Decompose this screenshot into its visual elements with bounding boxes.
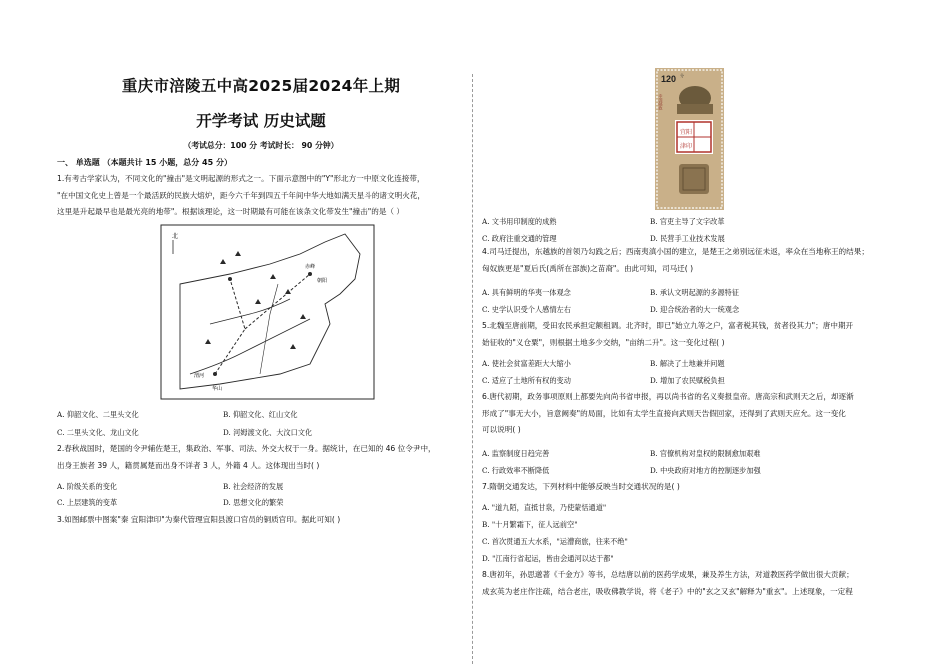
question-line: 5.北魏至唐前期，受田农民承担定额租调。北齐时，即已"始立九等之户，富者税其钱，贫者役其力"；唐中期开 [482,321,854,330]
q7-option-a[interactable]: A. "道九陌，直抵甘泉，乃使蒙恬通道" [482,503,607,512]
q3-option-c[interactable]: C. 政府注重交通的管理 [482,234,557,243]
exam-subtitle: 开学考试 历史试题 [196,112,326,130]
coastline [180,234,360,389]
q1-option-c[interactable]: C. 二里头文化、龙山文化 [57,428,139,437]
q4-option-d[interactable]: D. 迎合统治者的大一统观念 [650,305,740,314]
q5-option-d[interactable]: D. 增加了农民赋税负担 [650,376,725,385]
stamp-unit: 分 [680,73,684,78]
postage-stamp [655,68,724,210]
question-line: 可以说明( ) [482,425,521,434]
q7-option-b[interactable]: B. "十月繁霜下，征人远前空" [482,520,578,529]
map-label-top2: 朝阳 [317,278,328,284]
q6-option-d[interactable]: D. 中央政府对地方的控制逐步加强 [650,466,761,475]
q5-option-b[interactable]: B. 解决了土地兼并问题 [650,359,725,368]
question-line: 4.司马迁提出，东越族的首领乃勾践之后；西南夷滇小国的建立，是楚王之弟别远征未返，率众在当地称王的结果； [482,247,869,256]
stamp-value: 120 [661,74,677,84]
river-3 [260,284,278,374]
q2-option-b[interactable]: B. 社会经济的发展 [223,482,284,491]
river-2 [210,299,290,324]
seal-text-top: 宜阳 [680,129,693,136]
seal-text-bottom: 津印 [680,143,693,150]
q6-option-c[interactable]: C. 行政效率不断降低 [482,466,550,475]
q4-option-c[interactable]: C. 史学认识受个人感情左右 [482,305,571,314]
site-marker-1 [308,272,312,276]
q3-option-b[interactable]: B. 官吏主导了文字改革 [650,217,725,226]
mountain-marks [205,251,306,349]
map-label-bottom2: 华山 [212,386,223,392]
question-line: 8.唐初年，孙思邈著《千金方》等书，总结唐以前的医药学成果，兼及养生方法，对道教医药学做出很大贡献； [482,570,854,579]
question-2 [57,441,467,474]
q1-option-d[interactable]: D. 河姆渡文化、大汶口文化 [223,428,313,437]
q7-option-d[interactable]: D. "江南行省起运，皆由会通河以达于都" [482,554,614,563]
site-marker-2 [213,372,217,376]
question-3 [57,512,467,529]
stamp-country: 中国邮政 [658,94,664,110]
q7-option-c[interactable]: C. 首次贯通五大水系，"运漕商旅，往来不绝" [482,537,628,546]
q1-option-a[interactable]: A. 仰韶文化、二里头文化 [57,410,139,419]
culture-belt-west [215,279,245,374]
question-6 [482,389,898,439]
seal-body [677,104,713,114]
q2-option-a[interactable]: A. 阶级关系的变化 [57,482,118,491]
question-line: 3.如图邮票中图案"秦 宜阳津印"为秦代管理宜阳县渡口官员的铜质官印。据此可知( ) [57,515,341,524]
site-marker-3 [228,277,232,281]
map-label-top1: 赤峰 [305,264,316,270]
question-5 [482,318,898,351]
exam-meta: （考试总分：100 分 考试时长： 90 分钟） [183,141,339,150]
question-line: 匈奴族更是"夏后氏(禹所在部族)之苗裔"。由此可知，司马迁( ) [482,263,694,273]
question-line: 成玄英为老庄作注疏，结合老庄，吸收佛教学说，将《老子》中的"玄之又玄"解释为"重玄"。上述现象，一定程 [482,586,853,596]
culture-belt-map [160,224,375,400]
question-line: "在中国文化史上曾是一个最活跃的民族大熔炉，距今六千年到四五千年间中华大地如满天星斗的诸文明火花， [57,190,425,200]
q4-option-a[interactable]: A. 具有鲜明的华夷一体观念 [482,288,571,297]
map-label-bottom1: 渭河 [194,373,205,379]
question-line: 2.春秋战国时，楚国的令尹辅佐楚王，集政治、军事、司法、外交大权于一身。据统计，在已知的 46 位令尹中， [57,444,436,453]
question-line: 出身王族者 39 人，籍贯属楚而出身不详者 3 人，外籍 4 人。这体现出当时( ) [57,460,320,470]
exam-title: 重庆市涪陵五中高2025届2024年上期 [121,77,401,95]
question-line: 1.有考古学家认为，不同文化的"撞击"是文明起源的形式之一。下面示意图中的"Y"形北方一中原文化连接带， [57,174,425,183]
column-divider [472,74,473,664]
question-1 [57,171,467,221]
question-4 [482,244,898,277]
q5-option-a[interactable]: A. 使社会贫富差距大大缩小 [482,359,571,368]
q1-option-b[interactable]: B. 仰韶文化、红山文化 [223,410,298,419]
north-label: 北 [172,233,179,240]
question-8 [482,567,898,600]
question-line: 始征收的"义仓粟"，则根据土地多少交纳，"亩纳二升"。这一变化过程( ) [482,337,725,347]
q2-option-c[interactable]: C. 上层建筑的变革 [57,498,118,507]
q3-option-a[interactable]: A. 文书用印制度的成熟 [482,217,557,226]
q6-option-a[interactable]: A. 监察制度日趋完善 [482,449,550,458]
q6-option-b[interactable]: B. 官僚机构对皇权的限制愈加艰难 [650,449,761,458]
q4-option-b[interactable]: B. 承认文明起源的多源特征 [650,288,739,297]
section-title: 一、 单选题 （本题共计 15 小题，总分 45 分） [57,158,232,167]
question-line: 7.隋朝交通发达，下列材料中能够反映当时交通状况的是( ) [482,482,680,491]
culture-belt-east [245,274,310,329]
clay-seal [679,164,709,194]
question-line: 这里是升起最早也是最光亮的地带"。根据该理论，这一时期最有可能在该条文化带发生"撞击"的是（ ） [57,207,405,216]
q3-option-d[interactable]: D. 民营手工业技术发展 [650,234,725,243]
q2-option-d[interactable]: D. 思想文化的繁荣 [223,498,284,507]
question-line: 形成了"事无大小，旨意阙奏"的局面，比如有太学生直接向武则天告假回家，还得到了武则天应允。这一变化 [482,408,846,418]
q5-option-c[interactable]: C. 适应了土地所有权的变动 [482,376,571,385]
question-7 [482,479,898,496]
question-line: 6.唐代初期，政务事项原则上都要先向尚书省申报，再以尚书省的名义奏报皇帝。唐高宗和武则天之后，却逐渐 [482,392,854,401]
